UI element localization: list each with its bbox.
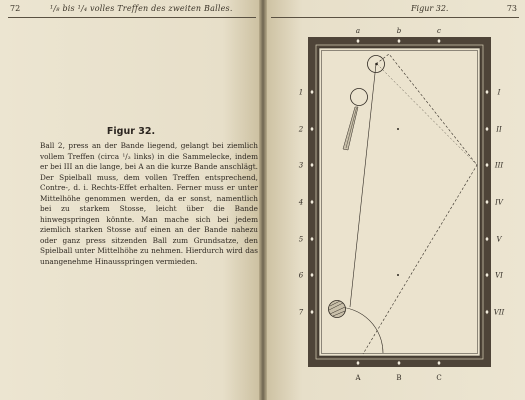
- top-label-a: a: [355, 27, 361, 35]
- bottom-label-B: B: [396, 374, 402, 382]
- right-label-VI: VI: [495, 271, 503, 280]
- running-title-left: ¹/₈ bis ¹/₄ volles Treffen des zweiten Balles.: [50, 4, 233, 13]
- right-label-I: I: [497, 88, 501, 97]
- bottom-label-A: A: [355, 374, 361, 382]
- left-label-7: 7: [298, 308, 304, 317]
- top-label-b: b: [396, 27, 402, 35]
- center-spot-lower: [397, 274, 399, 276]
- right-label-IV: IV: [495, 198, 503, 207]
- bottom-label-C: C: [436, 374, 442, 382]
- center-spot-upper: [397, 128, 399, 130]
- right-label-III: III: [494, 161, 504, 170]
- right-page: [263, 0, 525, 400]
- ball-2-center: [375, 63, 378, 66]
- left-label-2: 2: [298, 125, 304, 134]
- figure-title: Figur 32.: [106, 126, 156, 137]
- top-label-c: c: [437, 27, 441, 35]
- book-gutter: [259, 0, 267, 400]
- right-label-VII: VII: [493, 308, 505, 317]
- running-title-right: Figur 32.: [411, 4, 449, 13]
- left-label-1: 1: [298, 88, 304, 97]
- page-number-right: 73: [506, 4, 517, 13]
- left-label-5: 5: [298, 235, 304, 244]
- right-label-V: V: [496, 235, 502, 244]
- right-label-II: II: [496, 125, 502, 134]
- header-rule-left: [8, 17, 256, 18]
- left-label-6: 6: [298, 271, 304, 280]
- body-text: Ball 2, press an der Bande liegend, gelangt bei ziemlich vollem Treffen (circa ¹/₃ links) in die Sammelecke, indem er bei III an die lange, bei A an die kurze Bande anschlägt. Der Spielball muss, dem vollen Treffen entsprechend, Contre-, d. i. Rechts-Effet erhalten. Ferner muss er unter Mittelhöhe genommen werden, da er sonst, namentlich bei zu starkem Stosse, leicht über die Bande hinwegspringen könnte. Man mache sich bei jedem ziemlich starken Stosse auf einen an der Bande nahezu oder ganz press sitzenden Ball zum Grundsatze, den Spielball unter Mittelhöhe zu nehmen. Hierdurch wird das unangenehme Hinausspringen vermieden.: [40, 141, 259, 266]
- left-label-4: 4: [298, 198, 304, 207]
- page-number-left: 72: [10, 4, 21, 13]
- left-label-3: 3: [298, 161, 304, 170]
- left-page: [0, 0, 262, 400]
- billiard-table-diagram: [263, 0, 525, 400]
